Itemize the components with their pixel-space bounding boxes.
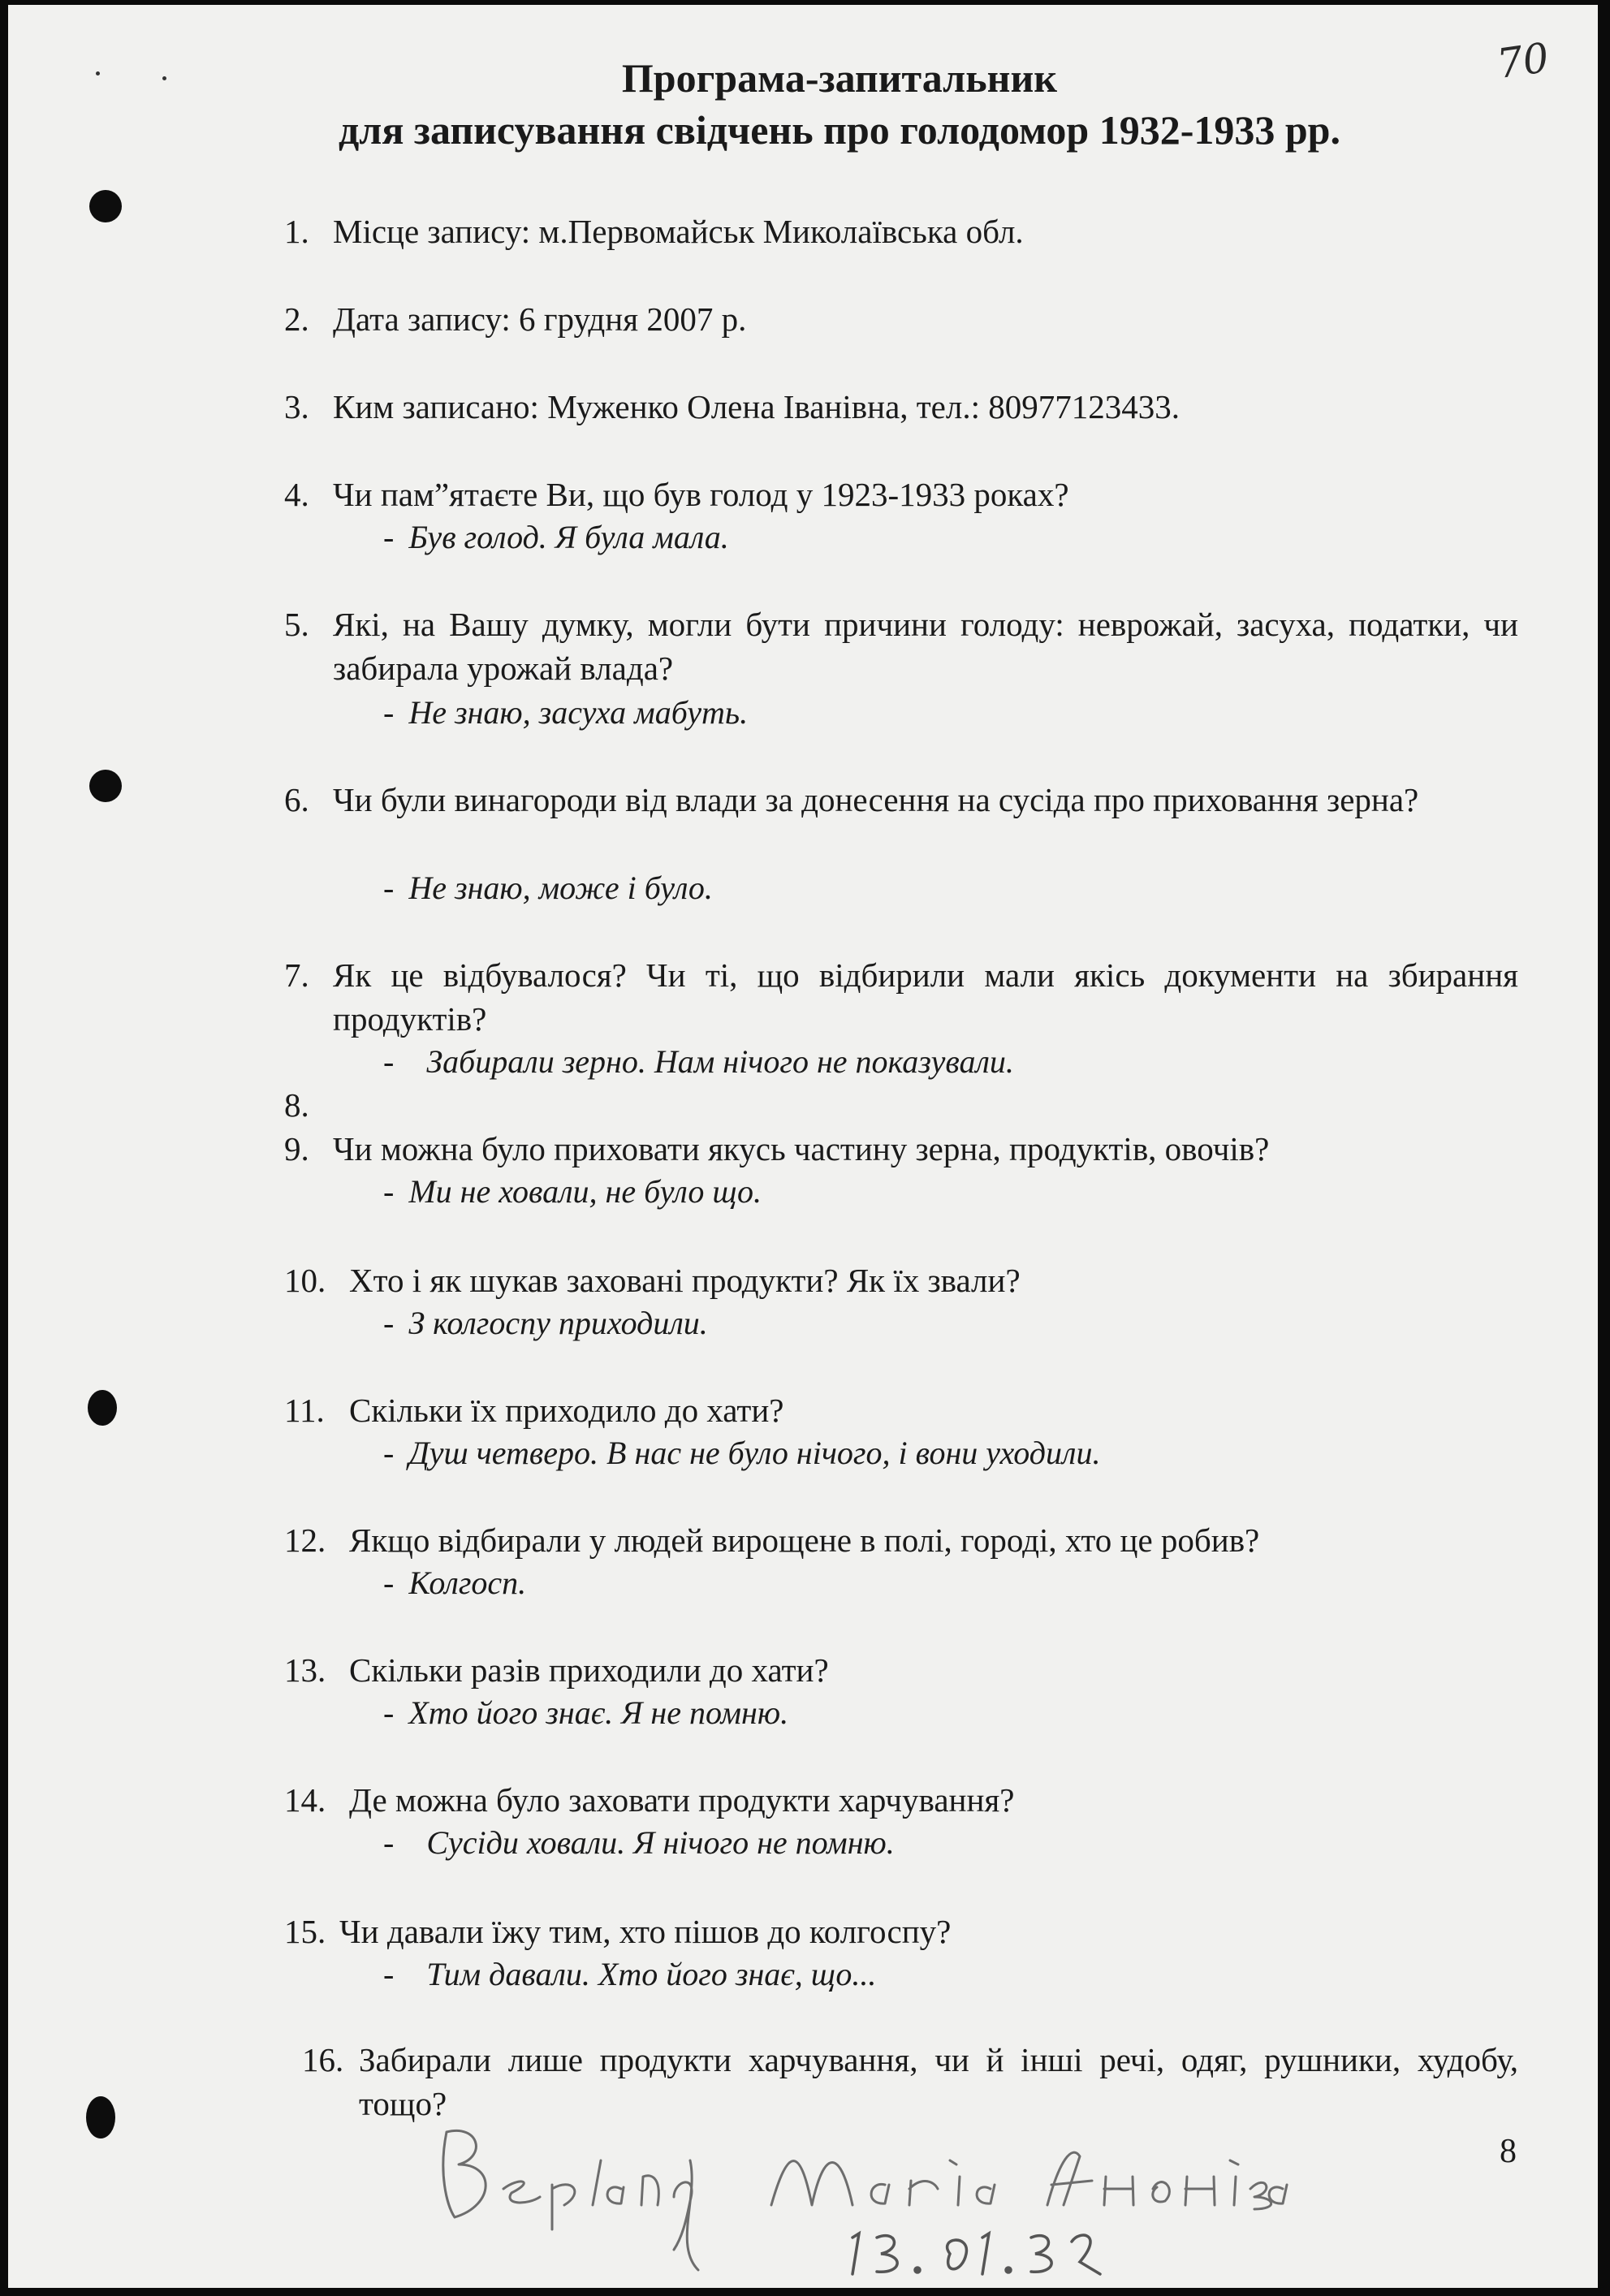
answer-text: Хто його знає. Я не помню. bbox=[408, 1694, 789, 1731]
question-number: 15. bbox=[284, 1913, 326, 1950]
question-number: 6. bbox=[284, 781, 309, 818]
question-text: Чи пам”ятаєте Ви, що був голод у 1923-1933 роках? bbox=[333, 476, 1069, 513]
question-9 bbox=[284, 1127, 1502, 1171]
answer-5: - Не знаю, засуха мабуть. bbox=[383, 694, 749, 731]
question-11 bbox=[284, 1388, 1502, 1432]
question-text: Скільки разів приходили до хати? bbox=[349, 1651, 829, 1689]
answer-text: Не знаю, може і було. bbox=[408, 870, 713, 906]
question-3 bbox=[284, 385, 1502, 429]
punch-hole bbox=[88, 1390, 117, 1426]
question-4 bbox=[284, 473, 1502, 516]
question-number: 2. bbox=[284, 300, 309, 338]
answer-text: Душ четверо. В нас не було нічого, і вони уходили. bbox=[408, 1435, 1101, 1471]
title-line-1: Програма-запитальник bbox=[621, 55, 1058, 101]
question-number: 9. bbox=[284, 1130, 309, 1167]
question-text: Ким записано: Муженко Олена Іванівна, тел.: 80977123433. bbox=[333, 388, 1180, 425]
punch-hole bbox=[89, 770, 122, 802]
question-5 bbox=[284, 602, 1518, 690]
question-6 bbox=[284, 778, 1518, 822]
answer-text: Колгосп. bbox=[408, 1564, 527, 1601]
question-text: Дата запису: 6 грудня 2007 р. bbox=[333, 300, 747, 338]
question-10 bbox=[284, 1258, 1502, 1302]
archive-page-number: 70 bbox=[1494, 33, 1552, 88]
question-number: 16. bbox=[302, 2041, 344, 2078]
question-15 bbox=[284, 1910, 1502, 1953]
question-number: 1. bbox=[284, 213, 309, 250]
answer-text: Не знаю, засуха мабуть. bbox=[408, 694, 749, 731]
question-text: Чи були винагороди від влади за донесення на сусіда про приховання зерна? bbox=[333, 781, 1419, 818]
document-title bbox=[8, 52, 1598, 156]
answer-text: Забирали зерно. Нам нічого не показували. bbox=[426, 1043, 1014, 1080]
question-number: 5. bbox=[284, 606, 309, 643]
question-14 bbox=[284, 1778, 1502, 1822]
question-number: 14. bbox=[284, 1781, 326, 1819]
question-text: Скільки їх приходило до хати? bbox=[349, 1392, 784, 1429]
question-number: 4. bbox=[284, 476, 309, 513]
question-text: Чи давали їжу тим, хто пішов до колгоспу? bbox=[339, 1913, 952, 1950]
answer-text: Був голод. Я була мала. bbox=[408, 519, 729, 555]
question-13 bbox=[284, 1648, 1502, 1692]
answer-11: - Душ четверо. В нас не було нічого, і вони уходили. bbox=[383, 1435, 1101, 1471]
answer-text: Ми не ховали, не було що. bbox=[408, 1173, 762, 1210]
question-12 bbox=[284, 1518, 1502, 1562]
answer-text: Сусіди ховали. Я нічого не помню. bbox=[426, 1824, 895, 1861]
answer-7: - Забирали зерно. Нам нічого не показували. bbox=[383, 1043, 1014, 1080]
question-text: Як це відбувалося? Чи ті, що відбирили мали якісь документи на збирання продуктів? bbox=[333, 956, 1518, 1038]
answer-6: - Не знаю, може і було. bbox=[383, 870, 713, 906]
answer-4: - Був голод. Я була мала. bbox=[383, 519, 729, 555]
question-number: 11. bbox=[284, 1392, 325, 1429]
question-number: 8. bbox=[284, 1086, 309, 1124]
answer-12: - Колгосп. bbox=[383, 1564, 527, 1601]
page-number: 8 bbox=[1500, 2133, 1517, 2170]
question-text: Чи можна було приховати якусь частину зерна, продуктів, овочів? bbox=[333, 1130, 1270, 1167]
question-text: Де можна було заховати продукти харчування? bbox=[349, 1781, 1015, 1819]
question-text: Місце запису: м.Первомайськ Миколаївська обл. bbox=[333, 213, 1024, 250]
punch-hole bbox=[89, 190, 122, 222]
question-7 bbox=[284, 953, 1518, 1041]
question-text: Якщо відбирали у людей вирощене в полі, городі, хто це робив? bbox=[349, 1521, 1260, 1559]
question-text: Хто і як шукав заховані продукти? Як їх звали? bbox=[349, 1262, 1021, 1299]
answer-text: Тим давали. Хто його знає, що... bbox=[426, 1956, 877, 1992]
answer-13: - Хто його знає. Я не помню. bbox=[383, 1694, 789, 1731]
question-number: 3. bbox=[284, 388, 309, 425]
question-1 bbox=[284, 209, 1502, 253]
title-line-2: для записування свідчень про голодомор 1932-1933 рр. bbox=[338, 107, 1340, 153]
question-text: Які, на Вашу думку, могли бути причини голоду: неврожай, засуха, податки, чи забирала урожай влада? bbox=[333, 606, 1518, 687]
question-text: Забирали лише продукти харчування, чи й інші речі, одяг, рушники, худобу, тощо? bbox=[359, 2041, 1518, 2122]
question-number: 13. bbox=[284, 1651, 326, 1689]
answer-10: - З колгоспу приходили. bbox=[383, 1305, 708, 1341]
question-number: 10. bbox=[284, 1262, 326, 1299]
answer-15: - Тим давали. Хто його знає, що... bbox=[383, 1956, 877, 1992]
punch-hole bbox=[86, 2096, 115, 2138]
question-2 bbox=[284, 297, 1502, 341]
question-number: 7. bbox=[284, 956, 309, 994]
answer-9: - Ми не ховали, не було що. bbox=[383, 1173, 762, 1210]
document-page bbox=[8, 5, 1598, 2288]
handwritten-signature bbox=[430, 2083, 1307, 2278]
answer-14: - Сусіди ховали. Я нічого не помню. bbox=[383, 1824, 895, 1861]
answer-text: З колгоспу приходили. bbox=[408, 1305, 708, 1341]
question-number: 12. bbox=[284, 1521, 326, 1559]
